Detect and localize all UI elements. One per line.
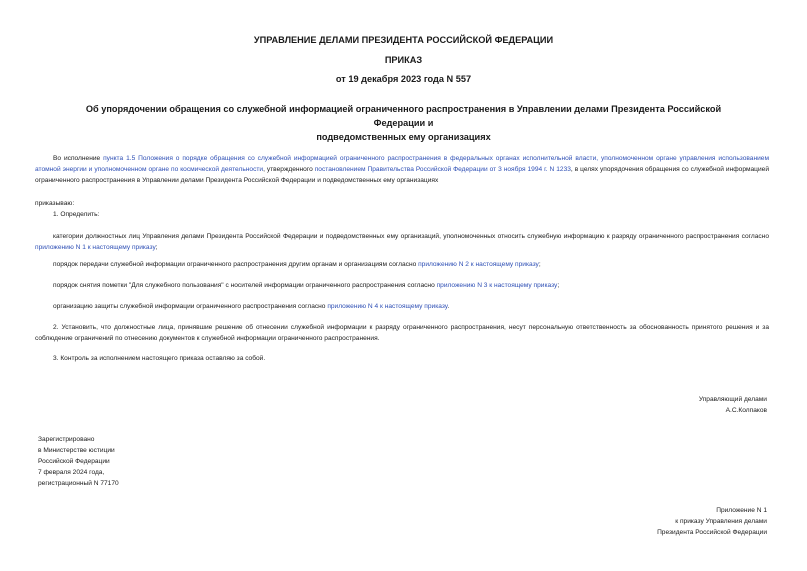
orders-word: приказываю: [35,200,75,207]
appendix-line-2: к приказу Управления делами [675,518,767,525]
item-1-heading: 1. Определить: [53,211,100,218]
registration-line-5: регистрационный N 77170 [38,480,119,487]
appendix-3-link[interactable]: приложению N 3 к настоящему приказу [436,282,558,289]
item-1-sub-2-text: порядок передачи служебной информации ограниченного распространения другим органам и организациям согласно [53,261,419,268]
title-line-2: подведомственных ему организациях [316,132,491,142]
appendix-1-link[interactable]: приложению N 1 к настоящему приказу [35,244,156,251]
registration-line-4: 7 февраля 2024 года, [38,469,105,476]
appendix-4-link[interactable]: приложению N 4 к настоящему приказу [327,303,448,310]
item-1-sub-4 [35,301,769,312]
signature-block [699,394,767,416]
preamble-text-3: , в целях упорядочения обращения со служебной информацией ограниченного распространения в Управлении делами Президента Российской Федерации и подведомственных ему организациях [35,166,769,184]
item-1-sub-1-text: категории должностных лиц Управления делами Президента Российской Федерации и подведомственных ему организаций, уполномоченных относить служебную информацию к разряду ограниченного распространения согласно [53,233,769,240]
item-1-sub-3-text: порядок снятия пометки "Для служебного пользования" с носителей информации ограниченного распространения согласно [53,282,437,289]
signature-name: А.С.Колпаков [725,407,767,414]
title-line-1: Об упорядочении обращения со служебной информацией ограниченного распространения в Управлении делами Президента Российской Федерации и [85,104,722,128]
signature-position: Управляющий делами [698,396,767,403]
item-1-sub-2-end: ; [538,261,541,268]
preamble-paragraph [35,153,769,186]
item-1-sub-3 [35,280,769,291]
item-1-sub-3-end: ; [557,282,560,289]
registration-block [38,434,119,489]
preamble-text-1: Во исполнение [53,155,104,162]
appendix-block [657,505,767,538]
appendix-line-3: Президента Российской Федерации [657,529,767,536]
document-title [60,102,747,144]
item-1-sub-4-end: . [447,303,450,310]
item-3-paragraph: 3. Контроль за исполнением настоящего приказа оставляю за собой. [53,355,266,362]
date-number-heading: от 19 декабря 2023 года N 557 [335,74,472,84]
preamble-link-regulation[interactable]: пункта 1.5 Положения о порядке обращения со служебной информацией ограниченного распространения в федеральных органах исполнительной власти, уполномоченном органе управления использованием атомной энергии и уполномоченном органе по космической деятельности [35,155,770,173]
registration-line-1: Зарегистрировано [38,436,95,443]
preamble-text-2: , утвержденного [263,166,315,173]
preamble-link-resolution[interactable]: постановлением Правительства Российской Федерации от 3 ноября 1994 г. N 1233 [314,166,571,173]
registration-line-3: Российской Федерации [38,458,110,465]
agency-heading: УПРАВЛЕНИЕ ДЕЛАМИ ПРЕЗИДЕНТА РОССИЙСКОЙ ФЕДЕРАЦИИ [253,35,554,45]
registration-line-2: в Министерстве юстиции [38,447,115,454]
item-1-sub-4-text: организацию защиты служебной информации ограниченного распространения согласно [53,303,328,310]
doc-type-heading: ПРИКАЗ [384,55,423,65]
item-1-sub-2 [35,259,769,270]
item-2-paragraph: 2. Установить, что должностные лица, принявшие решение об отнесении служебной информации к разряду ограниченного распространения, несут персональную ответственность за обоснованность принятого решения и за соблюдение ограничений по отнесению документов к служебной информации ограниченного распространения. [35,324,769,342]
appendix-line-1: Приложение N 1 [716,507,767,514]
item-1-sub-1-end: ; [155,244,158,251]
item-1-sub-1 [35,231,769,253]
appendix-2-link[interactable]: приложению N 2 к настоящему приказу [418,261,539,268]
